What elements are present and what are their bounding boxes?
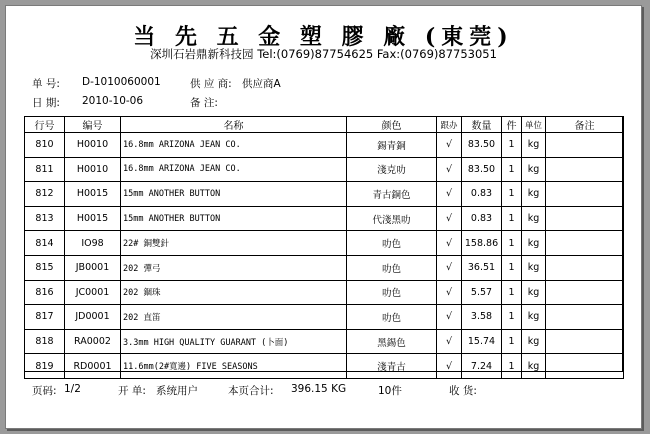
cell-color: 錫青銅 [347, 133, 437, 158]
col-header-line: 行号 [25, 117, 65, 133]
receiver-label: 收 货: [449, 385, 477, 397]
cell-check: √ [437, 231, 462, 256]
cell-code: JD0001 [65, 305, 121, 330]
cell-name: 202 彈弓 [121, 255, 347, 280]
table-row [25, 133, 624, 158]
cell-pcs: 1 [502, 305, 522, 330]
items-table [24, 116, 624, 379]
table-row [25, 157, 624, 182]
cell-pcs: 1 [502, 280, 522, 305]
cell-color: 叻色 [347, 255, 437, 280]
cell-check: √ [437, 305, 462, 330]
cell-check: √ [437, 280, 462, 305]
cell-check: √ [437, 255, 462, 280]
remark-label: 备 注: [190, 97, 218, 109]
cell-note [546, 329, 624, 354]
cell-qty: 7.24 [462, 354, 502, 379]
cell-unit: kg [522, 133, 546, 158]
cell-color: 青古銅色 [347, 182, 437, 207]
opener-value: 系统用户 [156, 385, 198, 397]
cell-line: 818 [25, 329, 65, 354]
cell-name: 11.6mm(2#寬邊) FIVE SEASONS [121, 354, 347, 379]
cell-code: IO98 [65, 231, 121, 256]
cell-qty: 83.50 [462, 133, 502, 158]
cell-note [546, 354, 624, 379]
item-count: 10件 [378, 385, 402, 397]
cell-code: H0015 [65, 206, 121, 231]
col-header-code: 编号 [65, 117, 121, 133]
cell-note [546, 305, 624, 330]
cell-note [546, 157, 624, 182]
cell-code: H0015 [65, 182, 121, 207]
cell-note [546, 231, 624, 256]
table-header-row [25, 117, 624, 133]
cell-note [546, 280, 624, 305]
cell-color: 叻色 [347, 280, 437, 305]
cell-note [546, 133, 624, 158]
col-header-name: 名称 [121, 117, 347, 133]
cell-qty: 0.83 [462, 206, 502, 231]
cell-unit: kg [522, 182, 546, 207]
cell-unit: kg [522, 231, 546, 256]
cell-line: 811 [25, 157, 65, 182]
cell-line: 819 [25, 354, 65, 379]
cell-color: 叻色 [347, 305, 437, 330]
cell-line: 815 [25, 255, 65, 280]
cell-unit: kg [522, 329, 546, 354]
col-header-follow: 跟办 [437, 117, 462, 133]
col-header-pcs: 件 [502, 117, 522, 133]
cell-name: 22# 銅雙針 [121, 231, 347, 256]
cell-unit: kg [522, 206, 546, 231]
doc-no-label: 单 号: [32, 78, 60, 90]
cell-name: 15mm ANOTHER BUTTON [121, 206, 347, 231]
col-header-note: 备注 [546, 117, 624, 133]
total-value: 396.15 KG [291, 383, 347, 395]
cell-qty: 5.57 [462, 280, 502, 305]
cell-line: 813 [25, 206, 65, 231]
cell-qty: 158.86 [462, 231, 502, 256]
date-value: 2010-10-06 [82, 95, 144, 107]
cell-unit: kg [522, 305, 546, 330]
cell-line: 810 [25, 133, 65, 158]
cell-pcs: 1 [502, 157, 522, 182]
cell-note [546, 255, 624, 280]
cell-name: 16.8mm ARIZONA JEAN CO. [121, 157, 347, 182]
page-label: 页码: [32, 385, 57, 397]
col-header-qty: 数量 [462, 117, 502, 133]
cell-check: √ [437, 182, 462, 207]
company-title: 当 先 五 金 塑 膠 廠 (東莞) [133, 24, 514, 50]
cell-check: √ [437, 133, 462, 158]
cell-code: JB0001 [65, 255, 121, 280]
supplier-value: 供应商A [242, 78, 281, 90]
date-label: 日 期: [32, 97, 60, 109]
cell-check: √ [437, 157, 462, 182]
cell-name: 202 錮珠 [121, 280, 347, 305]
total-label: 本页合计: [228, 385, 274, 397]
cell-unit: kg [522, 280, 546, 305]
cell-color: 代淺黑叻 [347, 206, 437, 231]
cell-unit: kg [522, 255, 546, 280]
table-row [25, 231, 624, 256]
cell-pcs: 1 [502, 329, 522, 354]
cell-pcs: 1 [502, 133, 522, 158]
cell-pcs: 1 [502, 206, 522, 231]
page-value: 1/2 [64, 383, 81, 395]
cell-qty: 36.51 [462, 255, 502, 280]
cell-line: 816 [25, 280, 65, 305]
cell-color: 淺青古 [347, 354, 437, 379]
cell-name: 15mm ANOTHER BUTTON [121, 182, 347, 207]
cell-pcs: 1 [502, 231, 522, 256]
cell-note [546, 206, 624, 231]
table-row [25, 280, 624, 305]
cell-color: 黑錫色 [347, 329, 437, 354]
cell-unit: kg [522, 354, 546, 379]
cell-code: RD0001 [65, 354, 121, 379]
table-row [25, 305, 624, 330]
cell-check: √ [437, 354, 462, 379]
table-row [25, 329, 624, 354]
cell-qty: 15.74 [462, 329, 502, 354]
col-header-unit: 单位 [522, 117, 546, 133]
cell-color: 淺克叻 [347, 157, 437, 182]
cell-name: 202 直笛 [121, 305, 347, 330]
supplier-label: 供 应 商: [190, 78, 232, 90]
table-row [25, 206, 624, 231]
cell-color: 叻色 [347, 231, 437, 256]
cell-check: √ [437, 206, 462, 231]
cell-check: √ [437, 329, 462, 354]
cell-qty: 83.50 [462, 157, 502, 182]
cell-pcs: 1 [502, 354, 522, 379]
cell-line: 812 [25, 182, 65, 207]
cell-qty: 0.83 [462, 182, 502, 207]
doc-no-value: D-1010060001 [82, 76, 161, 88]
cell-pcs: 1 [502, 182, 522, 207]
cell-name: 3.3mm HIGH QUALITY GUARANT (卜面) [121, 329, 347, 354]
cell-line: 817 [25, 305, 65, 330]
cell-code: H0010 [65, 157, 121, 182]
cell-code: H0010 [65, 133, 121, 158]
cell-note [546, 182, 624, 207]
cell-line: 814 [25, 231, 65, 256]
cell-qty: 3.58 [462, 305, 502, 330]
table-row [25, 255, 624, 280]
cell-pcs: 1 [502, 255, 522, 280]
cell-code: RA0002 [65, 329, 121, 354]
cell-code: JC0001 [65, 280, 121, 305]
cell-name: 16.8mm ARIZONA JEAN CO. [121, 133, 347, 158]
document-sheet [5, 5, 642, 429]
company-address: 深圳石岩鼎新科技园 Tel:(0769)87754625 Fax:(0769)87753051 [150, 47, 497, 61]
col-header-color: 颜色 [347, 117, 437, 133]
cell-unit: kg [522, 157, 546, 182]
table-row [25, 354, 624, 379]
opener-label: 开 单: [118, 385, 146, 397]
table-row [25, 182, 624, 207]
